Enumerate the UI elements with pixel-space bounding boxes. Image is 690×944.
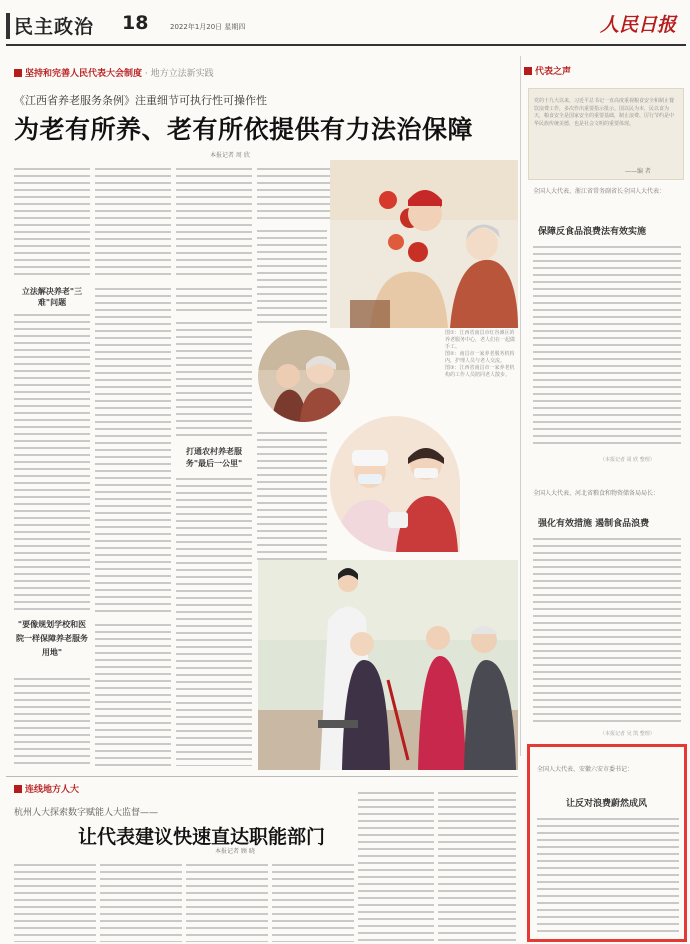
bottom-headline: 让代表建议快速直达职能部门 xyxy=(78,826,326,848)
body-text-block xyxy=(176,166,252,278)
editor-note-sign: ——编 者 xyxy=(625,168,651,175)
body-text-block xyxy=(14,862,96,942)
header-rule xyxy=(6,44,686,46)
body-text-block xyxy=(176,286,252,316)
body-text-block xyxy=(95,286,171,616)
photo-elderly-laughing xyxy=(258,330,350,422)
body-text-block xyxy=(14,676,90,766)
body-text-block xyxy=(176,320,252,440)
section-marker-icon xyxy=(14,785,22,793)
section-title: 民主政治 xyxy=(14,16,95,38)
body-text-block xyxy=(438,790,516,942)
photo-elderly-lanterns xyxy=(330,160,518,328)
item-2-credit: （本报记者 吴 凯 整理） xyxy=(600,731,655,737)
editor-note-text: 党的十九大以来，习近平总书记一直高度重视粮食安全和制止餐饮浪费工作，多次作出重要指示批示。国以民为本，民以食为天，粮食安全是国家安全的重要基础，制止浪费、厉行节约是中华民族传统美德，也是社会文明的重要体现。 xyxy=(534,98,675,127)
section-marker-icon xyxy=(14,69,22,77)
body-text-block xyxy=(537,816,679,936)
lead-byline: 本报记者 周 欣 xyxy=(210,152,250,159)
right-section-tag xyxy=(524,64,571,77)
photo-caregivers xyxy=(330,416,460,552)
lead-kicker: 《江西省养老服务条例》注重细节可执行性可操作性 xyxy=(14,94,267,107)
body-text-block xyxy=(95,166,171,278)
item-1-intro: 全国人大代表、浙江省常务副省长全国人大代表： xyxy=(533,188,666,195)
item-1-credit: （本报记者 周 欣 整理） xyxy=(600,457,655,463)
body-text-block xyxy=(14,166,90,278)
issue-date: 2022年1月20日 星期四 xyxy=(170,23,246,31)
newspaper-logo: 人民日报 xyxy=(600,14,677,36)
bottom-rule xyxy=(6,776,518,777)
header-mark xyxy=(6,13,10,39)
item-1-headline: 保障反食品浪费法有效实施 xyxy=(538,227,647,237)
bottom-section-label: 连线地方人大 xyxy=(25,785,80,795)
photo-caption: 图①：江西省南昌市红谷滩区的养老服务中心，老人们在一起做手工。 图②：南昌市一家养老服务机构内，护理人员与老人交流。 图③：江西省南昌市一家养老机构的工作人员陪同老人散步。 xyxy=(445,330,516,378)
body-text-block xyxy=(14,312,90,612)
section-marker-icon xyxy=(524,67,532,75)
body-text-block xyxy=(95,622,171,766)
subhead-1: 立法解决养老"三难"问题 xyxy=(21,287,83,307)
lead-section-tag: 坚持和完善人民代表大会制度 · 地方立法新实践 xyxy=(14,66,214,79)
body-text-block xyxy=(272,862,354,942)
body-text-block xyxy=(257,430,327,560)
body-text-block xyxy=(257,166,333,221)
column-divider xyxy=(520,56,521,756)
body-text-block xyxy=(176,476,252,766)
body-text-block xyxy=(533,536,681,722)
bottom-kicker: 杭州人大探索数字赋能人大监督—— xyxy=(14,808,159,818)
lead-section-sub: 地方立法新实践 xyxy=(150,69,214,79)
right-section-label: 代表之声 xyxy=(535,67,572,77)
item-3-intro: 全国人大代表、安徽六安市委书记： xyxy=(537,766,634,773)
body-text-block xyxy=(100,862,182,942)
photo-elderly-walking xyxy=(258,560,518,770)
bottom-byline: 本报记者 顾 晓 xyxy=(215,848,255,855)
page-number: 18 xyxy=(122,12,149,34)
body-text-block xyxy=(358,790,434,942)
bottom-section-tag xyxy=(14,782,79,795)
item-2-intro: 全国人大代表、河北省粮食和物资储备局局长： xyxy=(533,490,660,497)
subhead-2: 打通农村养老服务"最后一公里" xyxy=(185,447,243,468)
item-3-headline: 让反对浪费蔚然成风 xyxy=(566,799,648,809)
lead-headline: 为老有所养、老有所依提供有力法治保障 xyxy=(14,115,474,144)
lead-section-label: 坚持和完善人民代表大会制度 xyxy=(25,69,143,79)
body-text-block xyxy=(257,228,327,326)
subhead-3: "要像规划学校和医院一样保障养老服务用地" xyxy=(16,620,88,657)
body-text-block xyxy=(186,862,268,942)
item-2-headline: 强化有效措施 遏制食品浪费 xyxy=(538,519,650,529)
body-text-block xyxy=(533,244,681,444)
